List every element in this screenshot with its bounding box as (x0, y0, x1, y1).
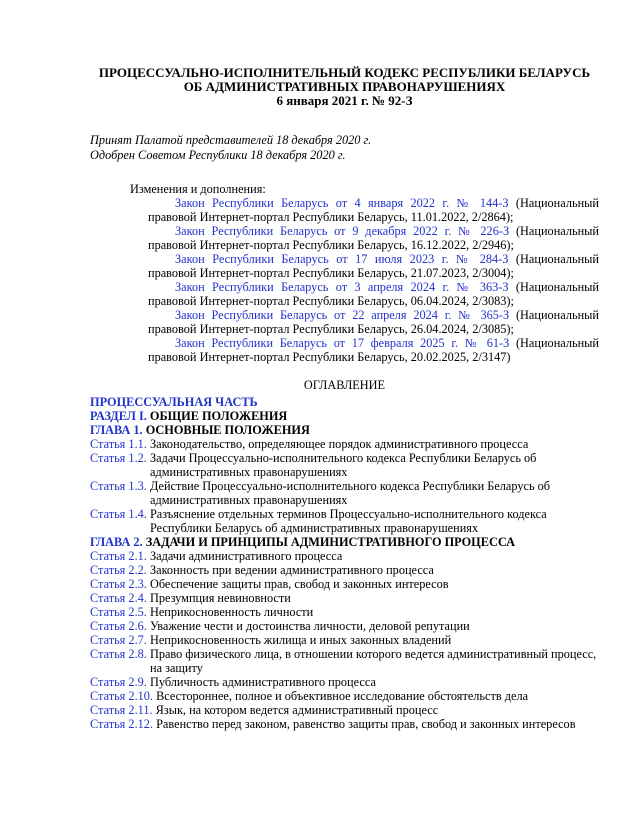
amendment-source-text: (Национальный правовой Интернет-портал Республики Беларусь, 26.04.2024, 2/3085); (148, 308, 599, 337)
toc-link[interactable]: Статья 2.10. (90, 689, 154, 704)
amendments-list (90, 196, 599, 364)
toc-link[interactable]: Статья 1.4. (90, 507, 147, 522)
toc-entry-text: ОСНОВНЫЕ ПОЛОЖЕНИЯ (142, 423, 310, 438)
toc-entry-article (90, 479, 599, 507)
toc-entry-chapter (90, 423, 599, 437)
document-title-block (90, 66, 599, 107)
amendment-law-link[interactable]: Закон Республики Беларусь от 22 апреля 2024 г. № 365-З (175, 308, 510, 323)
amendment-source-text: (Национальный правовой Интернет-портал Республики Беларусь, 11.01.2022, 2/2864); (148, 196, 599, 225)
toc-link[interactable]: Статья 2.1. (90, 549, 147, 564)
toc-entry-article (90, 703, 599, 717)
amendment-source-text: (Национальный правовой Интернет-портал Республики Беларусь, 16.12.2022, 2/2946); (148, 224, 600, 253)
toc-entry-text: Неприкосновенность жилища и иных законных владений (146, 633, 452, 648)
toc-entry-text: Неприкосновенность личности (146, 605, 314, 620)
toc-entry-text: Обеспечение защиты прав, свобод и законных интересов (146, 577, 449, 592)
toc-link[interactable]: Статья 2.3. (90, 577, 147, 592)
toc-link[interactable]: ПРОЦЕССУАЛЬНАЯ ЧАСТЬ (90, 395, 258, 410)
adopted-line: Принят Палатой представителей 18 декабря 2020 г. (90, 133, 372, 148)
toc-entry-article (90, 577, 599, 591)
toc-link[interactable]: Статья 1.3. (90, 479, 147, 494)
amendment-entry (148, 280, 599, 308)
amendment-law-link[interactable]: Закон Республики Беларусь от 3 апреля 2024 г. № 363-З (175, 280, 509, 295)
amendment-law-link[interactable]: Закон Республики Беларусь от 4 января 2022 г. № 144-З (175, 196, 509, 211)
toc-link[interactable]: РАЗДЕЛ I. (90, 409, 147, 424)
amendment-entry (148, 252, 599, 280)
toc-entry-text: Разъяснение отдельных терминов Процессуально-исполнительного кодекса Республики Беларусь об административных правонарушениях (146, 507, 547, 536)
toc-link[interactable]: Статья 1.1. (90, 437, 147, 452)
toc-list (90, 395, 599, 731)
toc-entry-section (90, 409, 599, 423)
toc-entry-text: Равенство перед законом, равенство защиты прав, свобод и законных интересов (153, 717, 576, 732)
amendment-law-link[interactable]: Закон Республики Беларусь от 9 декабря 2022 г. № 226-З (175, 224, 510, 239)
toc-entry-text: Задачи административного процесса (146, 549, 343, 564)
toc-entry-article (90, 689, 599, 703)
toc-entry-chapter (90, 535, 599, 549)
toc-entry-article (90, 675, 599, 689)
toc-entry-article (90, 633, 599, 647)
amendment-law-link[interactable]: Закон Республики Беларусь от 17 июля 2023 г. № 284-З (175, 252, 509, 267)
approved-line: Одобрен Советом Республики 18 декабря 2020 г. (90, 147, 346, 162)
toc-link[interactable]: ГЛАВА 1. (90, 423, 143, 438)
toc-link[interactable]: Статья 2.7. (90, 633, 147, 648)
toc-entry-text: Всестороннее, полное и объективное исследование обстоятельств дела (153, 689, 529, 704)
amendment-law-link[interactable]: Закон Республики Беларусь от 17 февраля 2025 г. № 61-З (175, 336, 510, 351)
toc-entry-text: ОБЩИЕ ПОЛОЖЕНИЯ (146, 409, 288, 424)
amendment-source-text: (Национальный правовой Интернет-портал Республики Беларусь, 21.07.2023, 2/3004); (148, 252, 599, 281)
amendment-source-text: (Национальный правовой Интернет-портал Республики Беларусь, 06.04.2024, 2/3083); (148, 280, 599, 309)
toc-entry-article (90, 451, 599, 479)
toc-link[interactable]: Статья 2.4. (90, 591, 147, 606)
toc-link[interactable]: Статья 2.9. (90, 675, 147, 690)
amendment-entry (148, 336, 599, 364)
toc-entry-article (90, 717, 599, 731)
toc-link[interactable]: Статья 2.5. (90, 605, 147, 620)
amendment-entry (148, 224, 599, 252)
toc-link[interactable]: ГЛАВА 2. (90, 535, 143, 550)
toc-link[interactable]: Статья 2.12. (90, 717, 154, 732)
toc-link[interactable]: Статья 2.11. (90, 703, 153, 718)
toc-link[interactable]: Статья 2.6. (90, 619, 147, 634)
amendments-block (90, 182, 599, 364)
toc-entry-text: Язык, на котором ведется административный процесс (152, 703, 439, 718)
toc-entry-article (90, 563, 599, 577)
toc-entry-article (90, 647, 599, 675)
toc-entry-article (90, 619, 599, 633)
toc-entry-text: Право физического лица, в отношении которого ведется административный процесс, на защиту (146, 647, 597, 676)
amendment-entry (148, 308, 599, 336)
toc-entry-text: Законность при ведении административного процесса (146, 563, 434, 578)
toc-entry-article (90, 549, 599, 563)
toc-entry-text: Действие Процессуально-исполнительного кодекса Республики Беларусь об административных правонарушениях (146, 479, 551, 508)
document-date-number: 6 января 2021 г. № 92-З (276, 92, 413, 108)
toc-entry-text: Презумпция невиновности (146, 591, 291, 606)
toc-entry-article (90, 591, 599, 605)
document-title-line1: ПРОЦЕССУАЛЬНО-ИСПОЛНИТЕЛЬНЫЙ КОДЕКС РЕСПУБЛИКИ БЕЛАРУСЬ (98, 65, 591, 80)
toc-entry-text: Уважение чести и достоинства личности, деловой репутации (146, 619, 470, 634)
toc-link[interactable]: Статья 2.8. (90, 647, 147, 662)
toc-entry-article (90, 605, 599, 619)
toc-entry-text: Задачи Процессуально-исполнительного кодекса Республики Беларусь об административных правонарушениях (146, 451, 537, 480)
toc-entry-part (90, 395, 599, 409)
toc-entry-text: Законодательство, определяющее порядок административного процесса (146, 437, 529, 452)
toc-entry-article (90, 507, 599, 535)
amendments-heading: Изменения и дополнения: (130, 182, 266, 197)
toc-entry-article (90, 437, 599, 451)
toc-link[interactable]: Статья 2.2. (90, 563, 147, 578)
toc-link[interactable]: Статья 1.2. (90, 451, 147, 466)
toc-entry-text: Публичность административного процесса (146, 675, 376, 690)
document-title-line2: ОБ АДМИНИСТРАТИВНЫХ ПРАВОНАРУШЕНИЯХ (183, 78, 506, 94)
amendment-entry (148, 196, 599, 224)
adoption-block (90, 133, 599, 162)
toc-entry-text: ЗАДАЧИ И ПРИНЦИПЫ АДМИНИСТРАТИВНОГО ПРОЦЕССА (142, 535, 515, 550)
amendment-source-text: (Национальный правовой Интернет-портал Республики Беларусь, 20.02.2025, 2/3147) (148, 336, 600, 365)
toc-heading: ОГЛАВЛЕНИЕ (303, 378, 386, 393)
